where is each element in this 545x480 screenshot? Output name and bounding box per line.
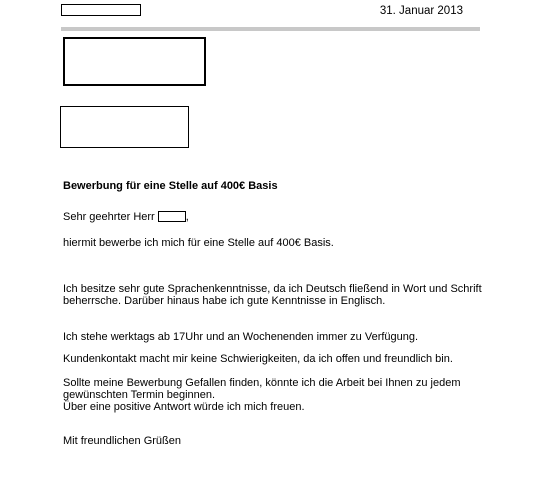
letter-salutation (63, 211, 189, 223)
paragraph-customer-contact (63, 353, 453, 365)
paragraph-line: Sollte meine Bewerbung Gefallen finden, könnte ich die Arbeit bei Ihnen zu jedem (63, 377, 461, 389)
letter-subject: Bewerbung für eine Stelle auf 400€ Basis (63, 180, 278, 192)
letter-closing: Mit freundlichen Grüßen (63, 435, 181, 447)
paragraph-line: Ich besitze sehr gute Sprachenkenntnisse, da ich Deutsch fließend in Wort und Schrift (63, 283, 482, 295)
name-redaction-box (158, 211, 186, 222)
paragraph-line: Über eine positive Antwort würde ich mich freuen. (63, 401, 305, 413)
paragraph-skills (63, 283, 482, 307)
header-divider (61, 27, 480, 31)
paragraph-line: Ich stehe werktags ab 17Uhr und an Wochenenden immer zu Verfügung. (63, 331, 419, 343)
paragraph-line: Kundenkontakt macht mir keine Schwierigkeiten, da ich offen und freundlich bin. (63, 353, 453, 365)
address-redaction-box (60, 106, 189, 148)
letter-date: 31. Januar 2013 (379, 5, 463, 17)
salutation-text: Sehr geehrter Herr (63, 211, 155, 223)
paragraph-intro (63, 237, 334, 249)
paragraph-line: gewünschten Termin beginnen. (63, 389, 216, 401)
sender-redaction-box (61, 4, 141, 16)
recipient-redaction-box (63, 37, 206, 86)
paragraph-line: beherrsche. Darüber hinaus habe ich gute Kenntnisse in Englisch. (63, 295, 386, 307)
paragraph-start-date (63, 377, 460, 413)
paragraph-availability (63, 331, 418, 343)
paragraph-line: hiermit bewerbe ich mich für eine Stelle auf 400€ Basis. (63, 237, 334, 249)
salutation-comma: , (185, 211, 189, 223)
